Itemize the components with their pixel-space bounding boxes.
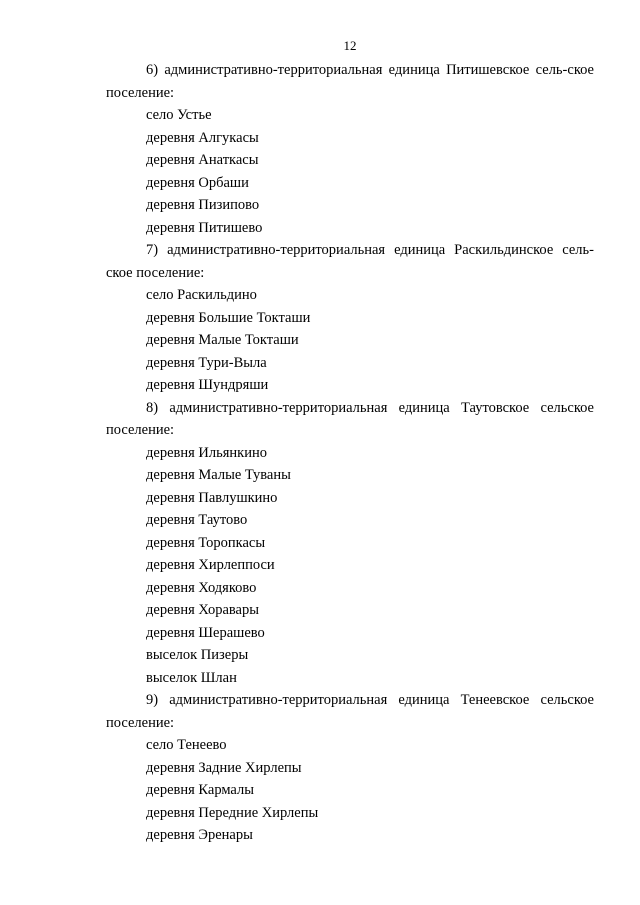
list-item: деревня Ильянкино xyxy=(146,444,267,461)
list-item: деревня Хоравары xyxy=(146,602,259,618)
page-number: 12 xyxy=(343,38,357,53)
document-body xyxy=(106,59,594,847)
list-item: село Раскильдино xyxy=(146,287,257,303)
list-item: деревня Питишево xyxy=(146,219,263,236)
list-item: деревня Таутово xyxy=(146,512,248,528)
list-item: выселок Пизеры xyxy=(146,647,249,663)
section-heading: 6) административно-территориальная единица Питишевское сель-ское поселение: xyxy=(106,62,594,101)
list-item: деревня Анаткасы xyxy=(146,152,259,168)
list-item: деревня Малые Токташи xyxy=(146,332,299,348)
list-item: село Устье xyxy=(146,107,212,123)
list-item: деревня Кармалы xyxy=(146,782,254,798)
list-item: деревня Пизипово xyxy=(146,197,260,213)
section-heading: 8) административно-территориальная единица Таутовское сельское поселение: xyxy=(106,399,594,438)
section-heading: 7) административно-территориальная единица Раскильдинское сель-ское поселение: xyxy=(106,242,594,281)
list-item: деревня Шерашево xyxy=(146,624,265,641)
list-item: деревня Алгукасы xyxy=(146,129,259,146)
list-item: деревня Павлушкино xyxy=(146,489,278,506)
list-item: деревня Эренары xyxy=(146,827,253,843)
list-item: деревня Ходяково xyxy=(146,579,257,596)
section-9 xyxy=(106,689,594,847)
list-item: деревня Торопкасы xyxy=(146,534,266,551)
list-item: деревня Передние Хирлепы xyxy=(146,804,319,821)
list-item: деревня Задние Хирлепы xyxy=(146,759,302,776)
section-heading: 9) административно-территориальная единица Тенеевское сельское поселение: xyxy=(106,692,594,731)
list-item: деревня Тури-Выла xyxy=(146,354,267,371)
list-item: деревня Шундряши xyxy=(146,377,269,393)
section-8 xyxy=(106,397,594,690)
list-item: деревня Малые Туваны xyxy=(146,467,291,483)
list-item: выселок Шлан xyxy=(146,669,237,686)
list-item: село Тенеево xyxy=(146,737,227,753)
section-7 xyxy=(106,239,594,397)
list-item: деревня Орбаши xyxy=(146,174,249,191)
section-6 xyxy=(106,59,594,239)
list-item: деревня Хирлеппоси xyxy=(146,557,275,573)
list-item: деревня Большие Токташи xyxy=(146,309,311,326)
